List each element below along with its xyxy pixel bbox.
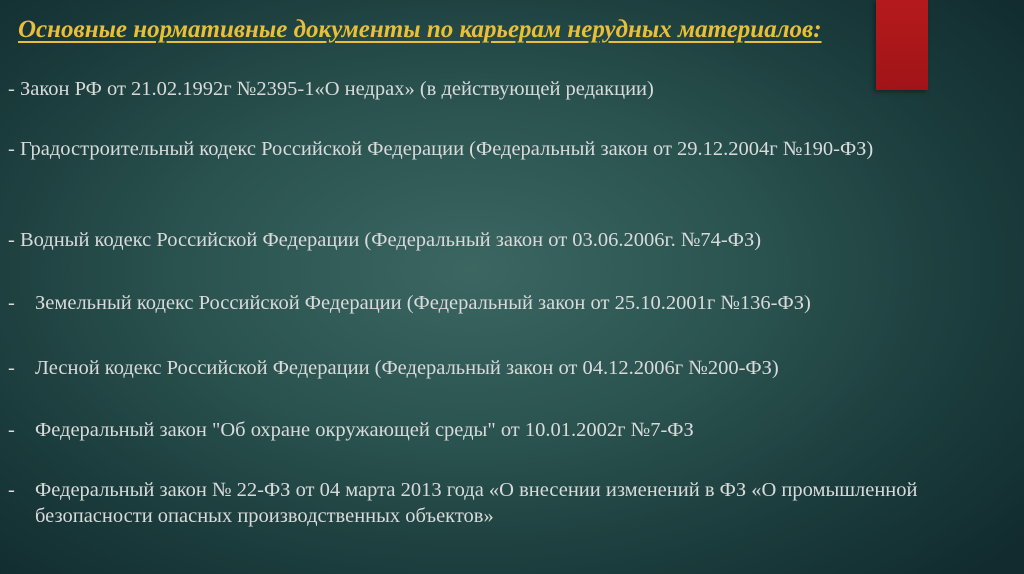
list-item-urban-planning-code (8, 136, 1008, 162)
list-item-text: Лесной кодекс Российской Федерации (Федеральный закон от 04.12.2006г №200-ФЗ) (35, 357, 779, 379)
list-item-text: Водный кодекс Российской Федерации (Федеральный закон от 03.06.2006г. №74-ФЗ) (19, 229, 762, 251)
list-item-text: Земельный кодекс Российской Федерации (Федеральный закон от 25.10.2001г №136-ФЗ) (35, 292, 811, 314)
list-item-industrial-safety-law (8, 477, 1008, 529)
list-item-text: Градостроительный кодекс Российской Федерации (Федеральный закон от 29.12.2004г №190-ФЗ) (19, 138, 874, 160)
list-item-dash: - (8, 419, 15, 441)
list-item-dash: - (8, 229, 15, 251)
list-item-dash: - (8, 357, 15, 379)
list-item-environment-law (8, 417, 1008, 443)
list-item-text: Федеральный закон "Об охране окружающей среды" от 10.01.2002г №7-ФЗ (35, 419, 694, 441)
list-item-text: Федеральный закон № 22-ФЗ от 04 марта 2013 года «О внесении изменений в ФЗ «О промышленной безопасности опасных производственных объектов» (35, 479, 918, 527)
list-item-law-on-subsoil (8, 76, 1008, 102)
list-item-dash: - (8, 138, 15, 160)
list-item-land-code (8, 290, 1008, 316)
list-item-dash: - (8, 292, 15, 314)
list-item-text: Закон РФ от 21.02.1992г №2395-1«О недрах» (в действующей редакции) (19, 78, 654, 100)
list-item-dash: - (8, 78, 15, 100)
list-item-dash: - (8, 479, 15, 501)
list-item-water-code (8, 227, 1008, 253)
list-item-forest-code (8, 355, 1008, 381)
slide-title: Основные нормативные документы по карьерам нерудных материалов: (18, 16, 822, 43)
